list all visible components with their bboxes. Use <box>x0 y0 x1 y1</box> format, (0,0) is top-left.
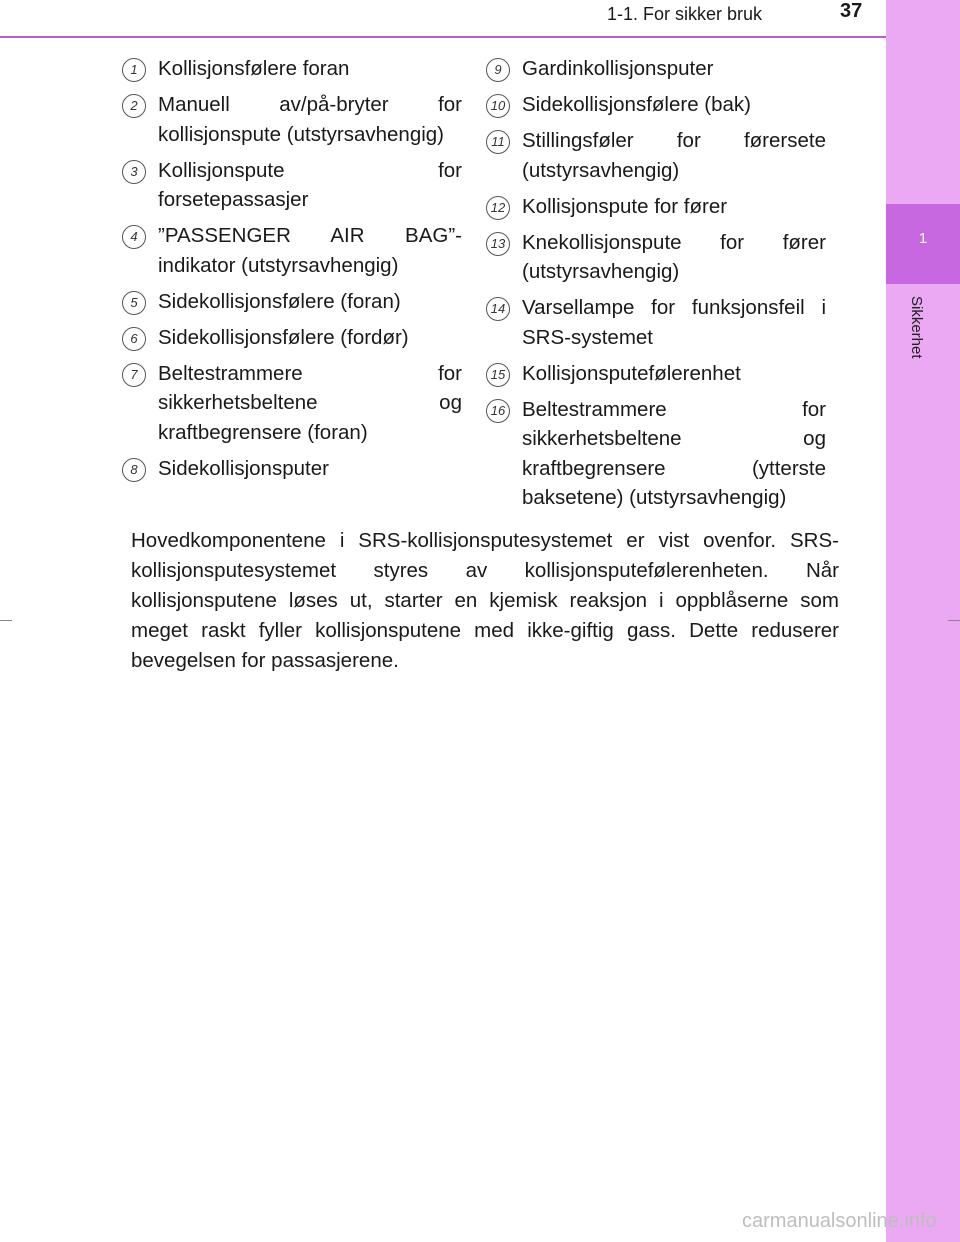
item-number-badge: 5 <box>122 291 146 315</box>
item-number-badge: 7 <box>122 363 146 387</box>
list-item-text: Sidekollisjonsfølere (foran) <box>158 289 401 313</box>
component-list-right <box>486 54 826 519</box>
list-item-text: Sidekollisjonsfølere (bak) <box>522 93 752 116</box>
list-item <box>486 192 826 222</box>
list-item <box>122 90 462 149</box>
list-item <box>122 287 462 317</box>
item-number-badge: 11 <box>486 130 510 154</box>
item-number-badge: 13 <box>486 232 510 256</box>
list-item <box>122 359 462 448</box>
item-number-badge: 10 <box>486 94 510 118</box>
item-number-badge: 15 <box>486 363 510 387</box>
item-number-badge: 16 <box>486 399 510 423</box>
header-divider <box>0 36 886 38</box>
chapter-side-tab <box>886 0 960 1242</box>
item-number-badge: 9 <box>486 58 510 82</box>
chapter-number: 1 <box>918 230 928 247</box>
list-item <box>486 293 826 352</box>
list-item-text: Kollisjonspute for forsetepassasjer <box>158 158 462 211</box>
item-number-badge: 14 <box>486 297 510 321</box>
component-list-left <box>122 54 462 490</box>
list-item-text: Beltestrammere for sikkerhetsbeltene og kraftbegrensere (ytterste baksetene) (utstyrsavhengig) <box>522 397 826 509</box>
list-item <box>122 156 462 215</box>
list-item <box>122 221 462 280</box>
list-item <box>486 54 826 84</box>
watermark-text: carmanualsonline.info <box>742 1210 937 1232</box>
list-item-text: Stillingsføler for førersete (utstyrsavhengig) <box>522 129 826 182</box>
item-number-badge: 8 <box>122 458 146 482</box>
crop-mark-right <box>948 620 960 621</box>
list-item-text: Manuell av/på-bryter for kollisjonspute (utstyrsavhengig) <box>158 93 462 146</box>
item-number-badge: 2 <box>122 94 146 118</box>
item-number-badge: 4 <box>122 225 146 249</box>
list-item <box>122 54 462 84</box>
list-item <box>486 359 826 389</box>
list-item-text: Kollisjonsfølere foran <box>158 57 350 80</box>
list-item-text: ”PASSENGER AIR BAG”-indikator (utstyrsavhengig) <box>158 224 462 277</box>
list-item <box>122 454 462 484</box>
page-number: 37 <box>840 0 863 22</box>
item-number-badge: 3 <box>122 160 146 184</box>
item-number-badge: 6 <box>122 327 146 351</box>
list-item <box>486 395 826 513</box>
list-item-text: Kollisjonspute for fører <box>522 194 728 218</box>
section-title: 1-1. For sikker bruk <box>607 4 763 24</box>
crop-mark-left <box>0 620 12 621</box>
list-item <box>122 323 462 353</box>
list-item-text: Varsellampe for funksjonsfeil i SRS-systemet <box>522 296 826 349</box>
item-number-badge: 12 <box>486 196 510 220</box>
list-item-text: Knekollisjonspute for fører (utstyrsavhengig) <box>522 230 826 283</box>
list-item <box>486 90 826 120</box>
list-item-text: Kollisjonsputefølerenhet <box>522 361 741 385</box>
chapter-label: Sikkerhet <box>908 296 925 359</box>
list-item-text: Sidekollisjonsfølere (fordør) <box>158 325 409 349</box>
list-item-text: Gardinkollisjonsputer <box>522 57 714 80</box>
item-number-badge: 1 <box>122 58 146 82</box>
list-item <box>486 228 826 287</box>
list-item-text: Beltestrammere for sikkerhetsbeltene og kraftbegrensere (foran) <box>158 361 462 444</box>
list-item <box>486 126 826 185</box>
body-paragraph: Hovedkomponentene i SRS-kollisjonsputesystemet er vist ovenfor. SRS-kollisjonsputesystemet styres av kollisjonsputefølerenheten. Når kollisjonsputene løses ut, starter en kjemisk reaksjon i oppblåserne som meget raskt fyller kollisjonsputene med ikke-giftig gass. Dette reduserer bevegelsen for passasjerene. <box>131 529 839 672</box>
list-item-text: Sidekollisjonsputer <box>158 456 329 480</box>
